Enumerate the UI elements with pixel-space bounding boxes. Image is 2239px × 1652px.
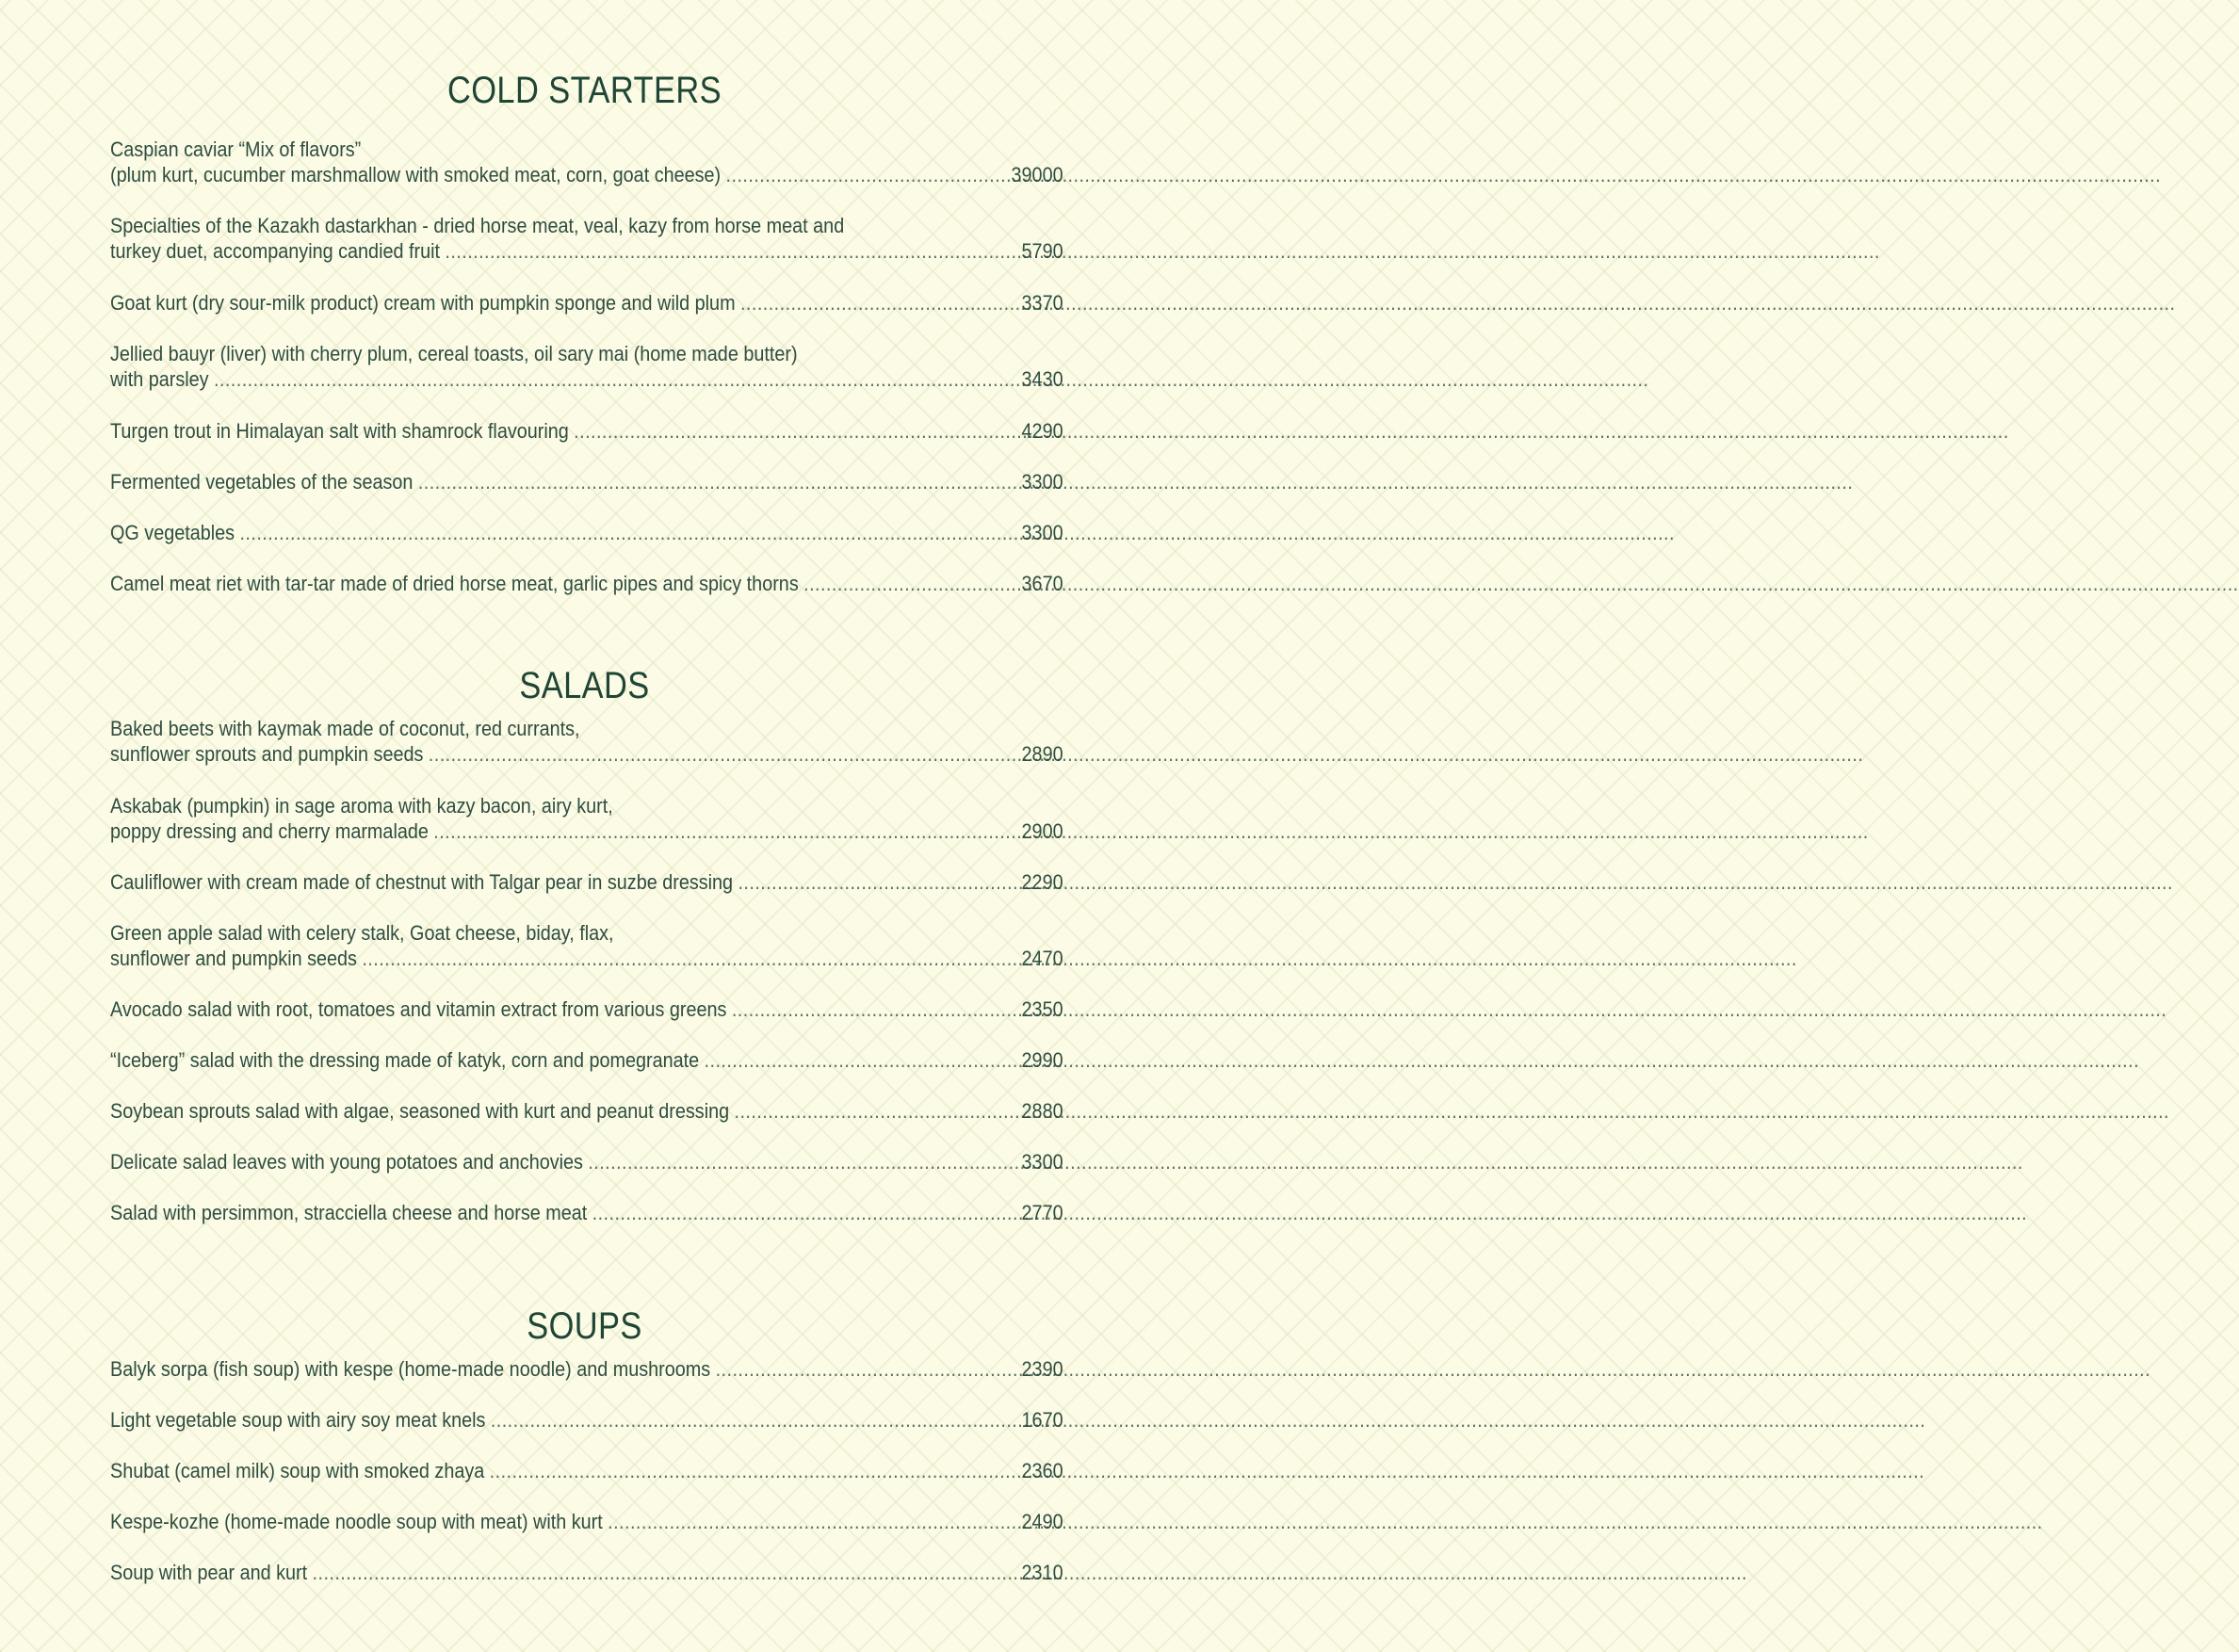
menu-item <box>110 1047 1063 1073</box>
menu-item-name-line: Jellied bauyr (liver) with cherry plum, cereal toasts, oil sary mai (home made butter) <box>110 342 798 365</box>
menu-item <box>110 1200 1063 1225</box>
menu-item-price: 2290 <box>1021 870 1063 894</box>
menu-item-price: 1670 <box>1021 1408 1063 1432</box>
menu-item-price: 2880 <box>1021 1099 1063 1123</box>
menu-item <box>110 793 1063 844</box>
menu-item-name: sunflower and pumpkin seeds <box>110 947 357 970</box>
menu-item <box>110 869 1063 895</box>
section-title-cold-starters: COLD STARTERS <box>446 70 722 111</box>
menu-item <box>110 716 1063 767</box>
menu-item-price: 39000 <box>1011 163 1063 186</box>
dot-leader <box>313 1560 1014 1585</box>
menu-item-price: 2900 <box>1021 819 1063 843</box>
menu-item-price: 3430 <box>1021 367 1063 391</box>
menu-item-price: 2350 <box>1021 997 1063 1021</box>
menu-item <box>110 1509 1063 1534</box>
dot-leader <box>491 1407 1014 1433</box>
menu-item <box>110 213 1063 264</box>
menu-item-name: QG vegetables <box>110 521 235 544</box>
dot-leader <box>738 869 1014 895</box>
menu-item <box>110 571 1063 596</box>
menu-item-name-line: Specialties of the Kazakh dastarkhan - dried horse meat, veal, kazy from horse meat and <box>110 214 845 237</box>
menu-item-name-line: Askabak (pumpkin) in sage aroma with kazy bacon, airy kurt, <box>110 794 613 818</box>
dot-leader <box>735 1098 1014 1124</box>
dot-leader <box>418 469 1014 494</box>
dot-leader <box>239 520 1014 545</box>
menu-item-name: turkey duet, accompanying candied fruit <box>110 239 441 263</box>
menu-item-name: Salad with persimmon, stracciella cheese and horse meat <box>110 1201 588 1224</box>
dot-leader <box>362 946 1014 971</box>
menu-item-price: 2470 <box>1021 947 1063 970</box>
menu-item-name: Avocado salad with root, tomatoes and vitamin extract from various greens <box>110 997 727 1021</box>
menu-item-name: Light vegetable soup with airy soy meat knels <box>110 1408 486 1432</box>
menu-item <box>110 1560 1063 1585</box>
menu-item-name: Kespe-kozhe (home-made noodle soup with meat) with kurt <box>110 1510 603 1533</box>
menu-item <box>110 341 1063 392</box>
menu-item-name: poppy dressing and cherry marmalade <box>110 819 429 843</box>
menu-item <box>110 469 1063 494</box>
menu-item-price: 3370 <box>1021 291 1063 315</box>
menu-item-name: Balyk sorpa (fish soup) with kespe (home-made noodle) and mushrooms <box>110 1357 711 1381</box>
menu-item-name: Turgen trout in Himalayan salt with shamrock flavouring <box>110 419 569 443</box>
menu-item <box>110 418 1063 444</box>
menu-item-price: 2310 <box>1021 1561 1063 1584</box>
menu-item <box>110 1458 1063 1483</box>
dot-leader <box>716 1356 1014 1382</box>
menu-item-name-line: Caspian caviar “Mix of flavors” <box>110 138 362 161</box>
menu-item-name: with parsley <box>110 367 209 391</box>
menu-item-price: 2770 <box>1021 1201 1063 1224</box>
menu-item-name: sunflower sprouts and pumpkin seeds <box>110 742 424 766</box>
dot-leader <box>588 1149 1014 1174</box>
dot-leader <box>705 1047 1014 1073</box>
menu-item-price: 4290 <box>1021 419 1063 443</box>
menu-item <box>110 1356 1063 1382</box>
menu-item-price: 3670 <box>1021 572 1063 595</box>
dot-leader <box>574 418 1014 444</box>
section-title-soups: SOUPS <box>527 1305 642 1347</box>
menu-item-price: 3300 <box>1021 470 1063 494</box>
dot-leader <box>592 1200 1014 1225</box>
menu-item-name: Shubat (camel milk) soup with smoked zhaya <box>110 1459 485 1482</box>
menu-item-price: 2490 <box>1021 1510 1063 1533</box>
menu-item <box>110 290 1063 316</box>
menu-item-name: Soybean sprouts salad with algae, seasoned with kurt and peanut dressing <box>110 1099 730 1123</box>
dot-leader <box>740 290 1014 316</box>
menu-item-name: Delicate salad leaves with young potatoes and anchovies <box>110 1150 583 1174</box>
dot-leader <box>732 996 1014 1022</box>
dot-leader <box>490 1458 1014 1483</box>
menu-item <box>110 520 1063 545</box>
menu-item-price: 3300 <box>1021 1150 1063 1174</box>
dot-leader <box>726 162 1007 187</box>
dot-leader <box>608 1509 1014 1534</box>
dot-leader <box>214 366 1014 392</box>
menu-item-name: Cauliflower with cream made of chestnut with Talgar pear in suzbe dressing <box>110 870 734 894</box>
menu-item-name: Soup with pear and kurt <box>110 1561 308 1584</box>
dot-leader <box>429 741 1014 767</box>
menu-item-price: 2390 <box>1021 1357 1063 1381</box>
menu-item-price: 3300 <box>1021 521 1063 544</box>
menu-item <box>110 920 1063 971</box>
menu-item-name: Goat kurt (dry sour-milk product) cream with pumpkin sponge and wild plum <box>110 291 736 315</box>
menu-item-name: (plum kurt, cucumber marshmallow with smoked meat, corn, goat cheese) <box>110 163 722 186</box>
menu-item-price: 2890 <box>1021 742 1063 766</box>
menu-item-name: Camel meat riet with tar-tar made of dried horse meat, garlic pipes and spicy thorns <box>110 572 799 595</box>
menu-item <box>110 996 1063 1022</box>
dot-leader <box>803 571 1014 596</box>
menu-item-price: 5790 <box>1021 239 1063 263</box>
menu-item-name-line: Baked beets with kaymak made of coconut, red currants, <box>110 717 580 740</box>
menu-item-price: 2360 <box>1021 1459 1063 1482</box>
menu-item-name: Fermented vegetables of the season <box>110 470 414 494</box>
section-title-salads: SALADS <box>519 665 650 706</box>
menu-item-price: 2990 <box>1021 1048 1063 1072</box>
menu-item-name-line: Green apple salad with celery stalk, Goat cheese, biday, flax, <box>110 921 614 945</box>
menu-item <box>110 1149 1063 1174</box>
menu-item <box>110 137 1063 187</box>
dot-leader <box>433 818 1014 844</box>
menu-item-name: “Iceberg” salad with the dressing made of katyk, corn and pomegranate <box>110 1048 700 1072</box>
menu-item <box>110 1098 1063 1124</box>
menu-item <box>110 1407 1063 1433</box>
dot-leader <box>445 238 1014 264</box>
